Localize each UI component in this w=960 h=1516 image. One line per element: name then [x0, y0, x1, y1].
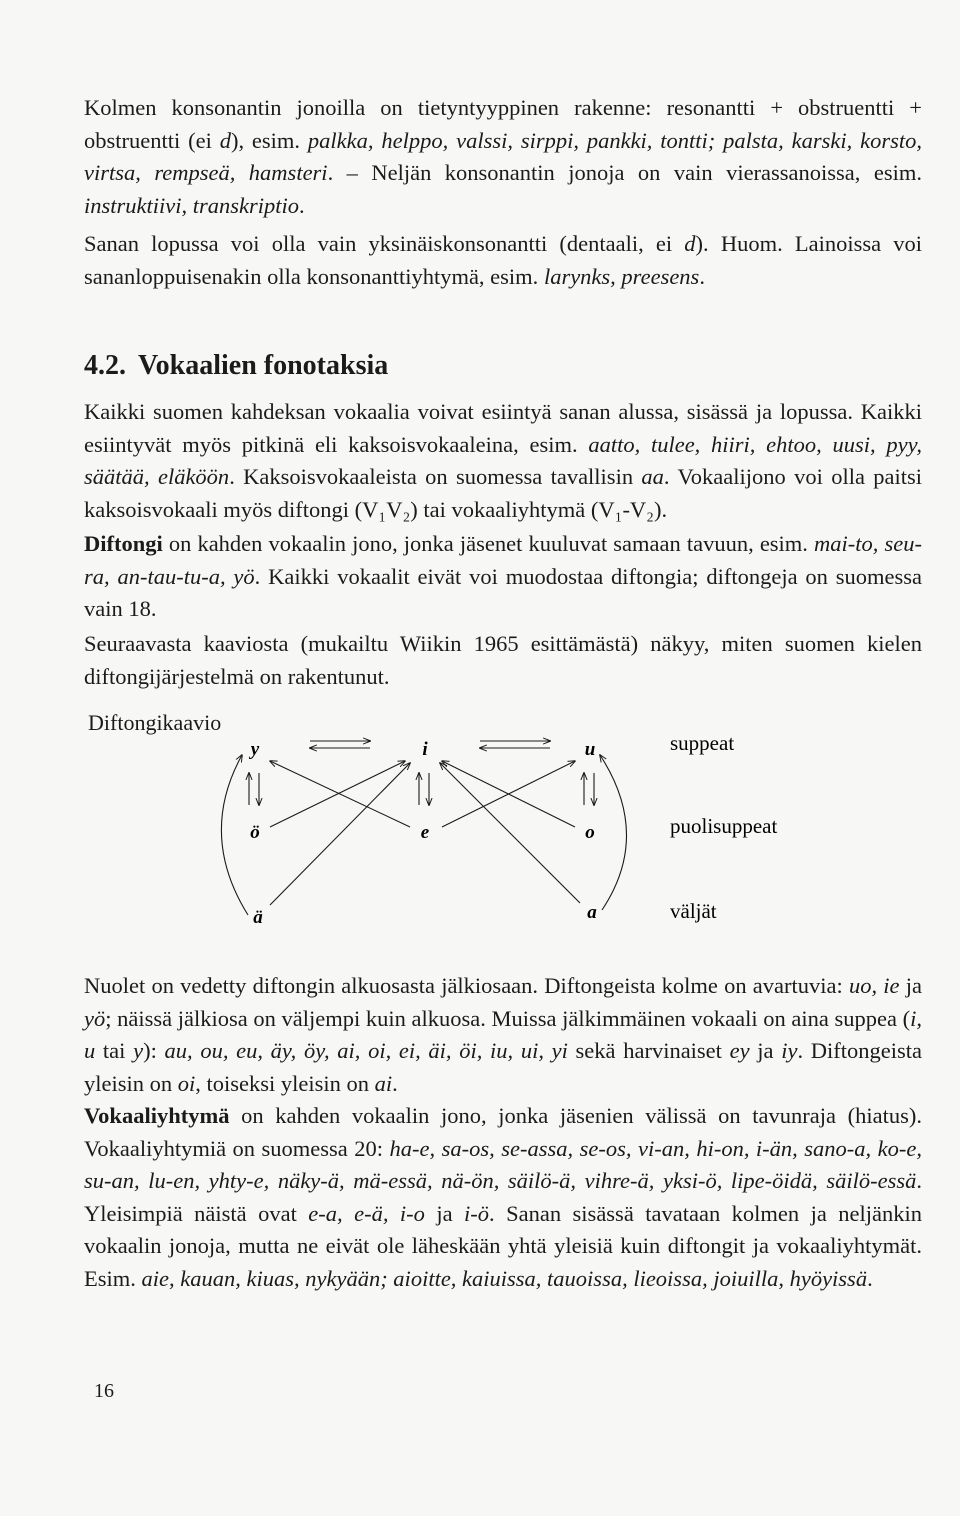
text-run: ja [899, 973, 922, 998]
diagram-caption: Diftongikaavio [88, 710, 222, 735]
arrow-ae-to-i [270, 763, 410, 905]
section-number: 4.2. [84, 350, 126, 381]
paragraph-vowel-combination [84, 1100, 922, 1295]
text-run-italic: yö [84, 1005, 106, 1031]
text-run-italic: i-ö [464, 1200, 490, 1226]
text-run-italic: uo, ie [848, 973, 900, 998]
text-run: ): [143, 1038, 165, 1063]
text-run: . [867, 1265, 873, 1291]
text-run: sekä harvinaiset [567, 1038, 730, 1063]
text-run: Nuolet on vedetty diftongin alkuosasta jälkiosaan. Diftongeista kolme on avartuvia: [84, 973, 849, 998]
vowel-a: a [587, 902, 597, 923]
text-run: . Diftongeista yleisin on [84, 1038, 922, 1096]
text-run: Kolmen konsonantin jonoilla on tietyntyyppinen rakenne: resonantti + obstruentti + obstruentti (ei [84, 95, 922, 153]
examples-italic: aatto, tulee, hiiri, ehtoo, uusi, pyy, säätää, eläköön [84, 431, 922, 489]
text-run-italic: ey [729, 1038, 750, 1063]
term-bold: Vokaaliyhtymä [84, 1103, 230, 1128]
text-run: ja [424, 1200, 465, 1226]
text-run: . Kaikki vokaalit eivät voi muodostaa diftongia; diftongeja on suomessa vain 18. [84, 563, 922, 621]
text-run-italic: y [133, 1038, 144, 1063]
text-run-italic: e-a, e-ä, i-o [308, 1200, 425, 1226]
text-run-italic: iy [781, 1038, 798, 1063]
text-run: on kahden vokaalin jono, jonka jäsenien välissä on tavunraja (hiatus). Vokaaliyhtymiä on suomessa 20: [84, 1103, 922, 1161]
paragraph-consonant-clusters [84, 92, 922, 222]
text-run: Kaikki suomen kahdeksan vokaalia voivat esiintyä sanan alussa, sisässä ja lopussa. Kaikki esiintyvät myös pitkinä eli kaksoisvokaaleina, esim. [84, 399, 922, 457]
text-run: Sanan lopussa voi olla vain yksinäiskonsonantti (dentaali, ei [84, 231, 685, 256]
text-run: ; näissä jälkiosa on väljempi kuin alkuosa. Muissa jälkimmäinen vokaali on aina suppea ( [105, 1005, 911, 1031]
text-run: . Kaksoisvokaaleista on suomessa tavallisin [229, 464, 642, 489]
section-title: Vokaalien fonotaksia [138, 350, 389, 381]
text-run: . [299, 192, 305, 218]
examples-italic: palkka, helppo, valssi, sirppi, pankki, tontti; palsta, karski, korsto, virtsa, rempseä, hamsteri [84, 127, 922, 185]
arrow-ae-to-y [221, 755, 248, 915]
text-run: . Vokaalijono voi olla paitsi kaksoisvokaali myös diftongi (V₁V₂) tai vokaaliyhtymä (V₁-V₂). [84, 464, 923, 522]
vowel-ae: ä [253, 907, 263, 928]
section-heading [84, 350, 388, 382]
row-label-high: suppeat [670, 731, 735, 755]
vowel-y: y [250, 739, 260, 760]
paragraph-diphthong [84, 528, 922, 626]
text-run-italic: i, u [84, 1005, 922, 1063]
text-run: , toiseksi yleisin on [195, 1070, 375, 1096]
examples-italic: larynks, preesens [543, 263, 700, 289]
text-run: . – Neljän konsonantin jonoja on vain vierassanoissa, esim. [327, 160, 922, 185]
examples-italic: instruktiivi, transkriptio [84, 192, 300, 218]
vowel-u: u [584, 739, 596, 760]
text-run-italic: ai [374, 1070, 393, 1096]
vowel-i: i [422, 739, 428, 760]
page-number: 16 [94, 1380, 114, 1402]
row-label-mid: puolisuppeat [670, 814, 778, 838]
text-run: Seuraavasta kaaviosta (mukailtu Wiikin 1965 esittämästä) näkyy, miten suomen kielen diftongijärjestelmä on rakentunut. [84, 631, 922, 689]
text-run: on kahden vokaalin jono, jonka jäsenet kuuluvat samaan tavuun, esim. [162, 531, 815, 556]
text-run-italic: oi [177, 1070, 196, 1096]
text-run: . Sanan sisässä tavataan kolmen ja neljänkin vokaalin jonoja, mutta ne eivät ole läheskään yhtä yleisiä kuin diftongit ja vokaaliyhtymät. Esim. [84, 1200, 922, 1291]
text-run: . Yleisimpiä näistä ovat [84, 1168, 922, 1226]
vowel-o: o [585, 822, 595, 843]
text-run: tai [95, 1038, 134, 1063]
text-run: ja [749, 1038, 782, 1063]
paragraph-vowels [84, 396, 922, 526]
vowel-e: e [420, 822, 430, 843]
examples-italic: aie, kauan, kiuas, nykyään; aioitte, kaiuissa, tauoissa, lieoissa, joiuilla, hyöyissä [141, 1265, 868, 1291]
vowel-oe: ö [250, 822, 260, 843]
diphthong-diagram [220, 725, 780, 940]
arrow-a-to-i [440, 763, 580, 903]
text-run-italic: d [219, 127, 231, 153]
text-run-italic: d [684, 231, 696, 256]
text-run: . [699, 263, 705, 289]
row-label-low: väljät [670, 899, 717, 923]
text-run: . [392, 1070, 398, 1096]
paragraph-diagram-intro [84, 628, 922, 693]
examples-italic: ha-e, sa-os, se-assa, se-os, vi-an, hi-on, i-än, sano-a, ko-e, su-an, lu-en, yhty-e, näky-ä, mä-essä, nä-ön, säilö-ä, vihre-ä, yksi-ö, lipe-öidä, säilö-essä [84, 1135, 922, 1193]
term-bold: Diftongi [84, 531, 163, 556]
examples-italic: mai-to, seu-ra, an-tau-tu-a, yö [84, 531, 922, 589]
text-run: ). Huom. Lainoissa voi sananloppuisenakin olla konsonanttiyhtymä, esim. [84, 231, 922, 289]
arrow-a-to-u [600, 755, 627, 910]
text-run: ), esim. [230, 127, 308, 153]
text-run-italic: aa [641, 464, 664, 489]
paragraph-word-final [84, 228, 922, 293]
examples-italic: au, ou, eu, äy, öy, ai, oi, ei, äi, öi, iu, ui, yi [164, 1038, 568, 1063]
paragraph-arrows-explained [84, 970, 922, 1100]
